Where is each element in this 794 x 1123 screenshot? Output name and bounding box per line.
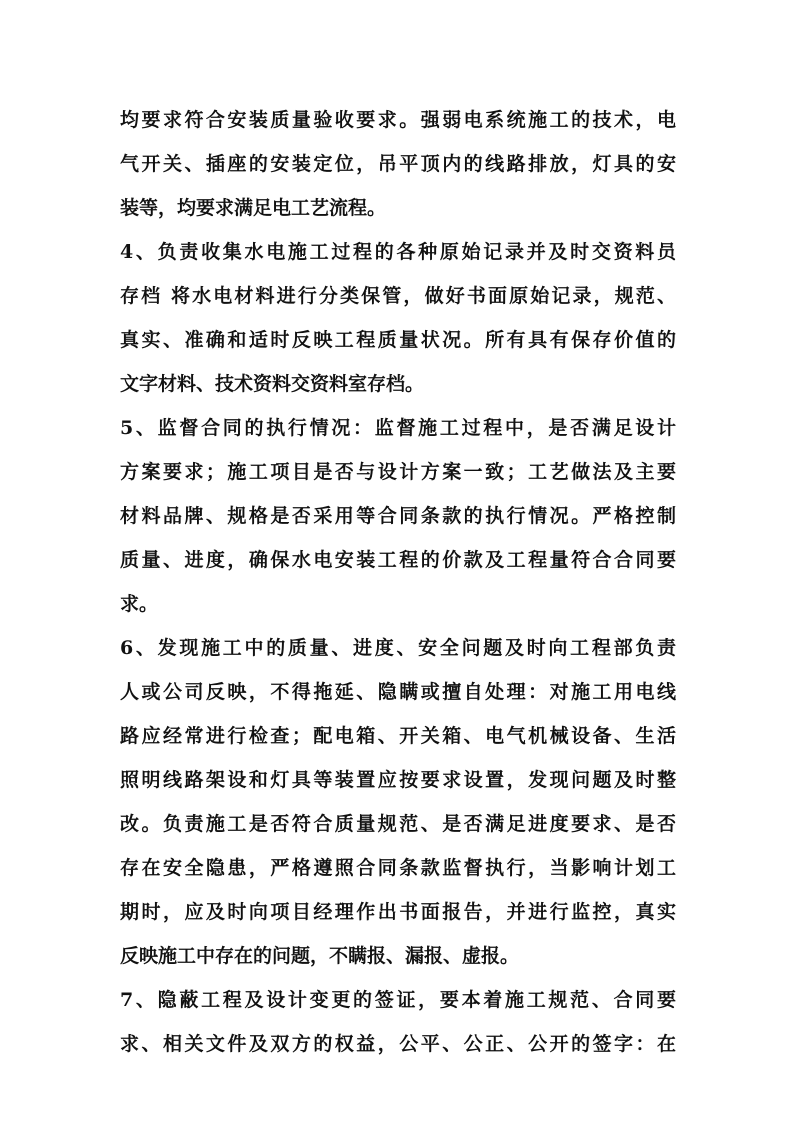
text-line: 气开关、插座的安装定位，吊平顶内的线路排放，灯具的安 (120, 153, 676, 175)
text-line: 求、相关文件及双方的权益，公平、公正、公开的签字：在 (120, 1033, 676, 1055)
text-line: 5、监督合同的执行情况：监督施工过程中，是否满足设计 (120, 417, 676, 439)
text-line: 存在安全隐患，严格遵照合同条款监督执行，当影响计划工 (120, 857, 676, 879)
text-line: 装等，均要求满足电工艺流程。 (120, 197, 387, 219)
text-line: 质量、进度，确保水电安装工程的价款及工程量符合合同要 (120, 549, 676, 571)
text-line: 方案要求；施工项目是否与设计方案一致；工艺做法及主要 (120, 461, 676, 483)
text-line: 期时，应及时向项目经理作出书面报告，并进行监控，真实 (120, 901, 676, 923)
text-line: 路应经常进行检查；配电箱、开关箱、电气机械设备、生活 (120, 725, 676, 747)
text-line: 7、隐蔽工程及设计变更的签证，要本着施工规范、合同要 (120, 989, 676, 1011)
text-line: 求。 (120, 593, 159, 615)
text-line: 人或公司反映，不得拖延、隐瞒或擅自处理：对施工用电线 (120, 681, 676, 703)
text-line: 材料品牌、规格是否采用等合同条款的执行情况。严格控制 (120, 505, 676, 527)
text-line: 真实、准确和适时反映工程质量状况。所有具有保存价值的 (120, 329, 676, 351)
text-line: 均要求符合安装质量验收要求。强弱电系统施工的技术，电 (120, 109, 676, 131)
text-line: 照明线路架设和灯具等装置应按要求设置，发现问题及时整 (120, 769, 676, 791)
text-line: 文字材料、技术资料交资料室存档。 (120, 373, 425, 395)
text-line: 4、负责收集水电施工过程的各种原始记录并及时交资料员 (120, 241, 676, 263)
text-line: 反映施工中存在的问题，不瞒报、漏报、虚报。 (120, 945, 520, 967)
text-line: 6、发现施工中的质量、进度、安全问题及时向工程部负责 (120, 637, 676, 659)
text-line: 改。负责施工是否符合质量规范、是否满足进度要求、是否 (120, 813, 676, 835)
text-line: 存档 将水电材料进行分类保管，做好书面原始记录，规范、 (120, 285, 676, 307)
